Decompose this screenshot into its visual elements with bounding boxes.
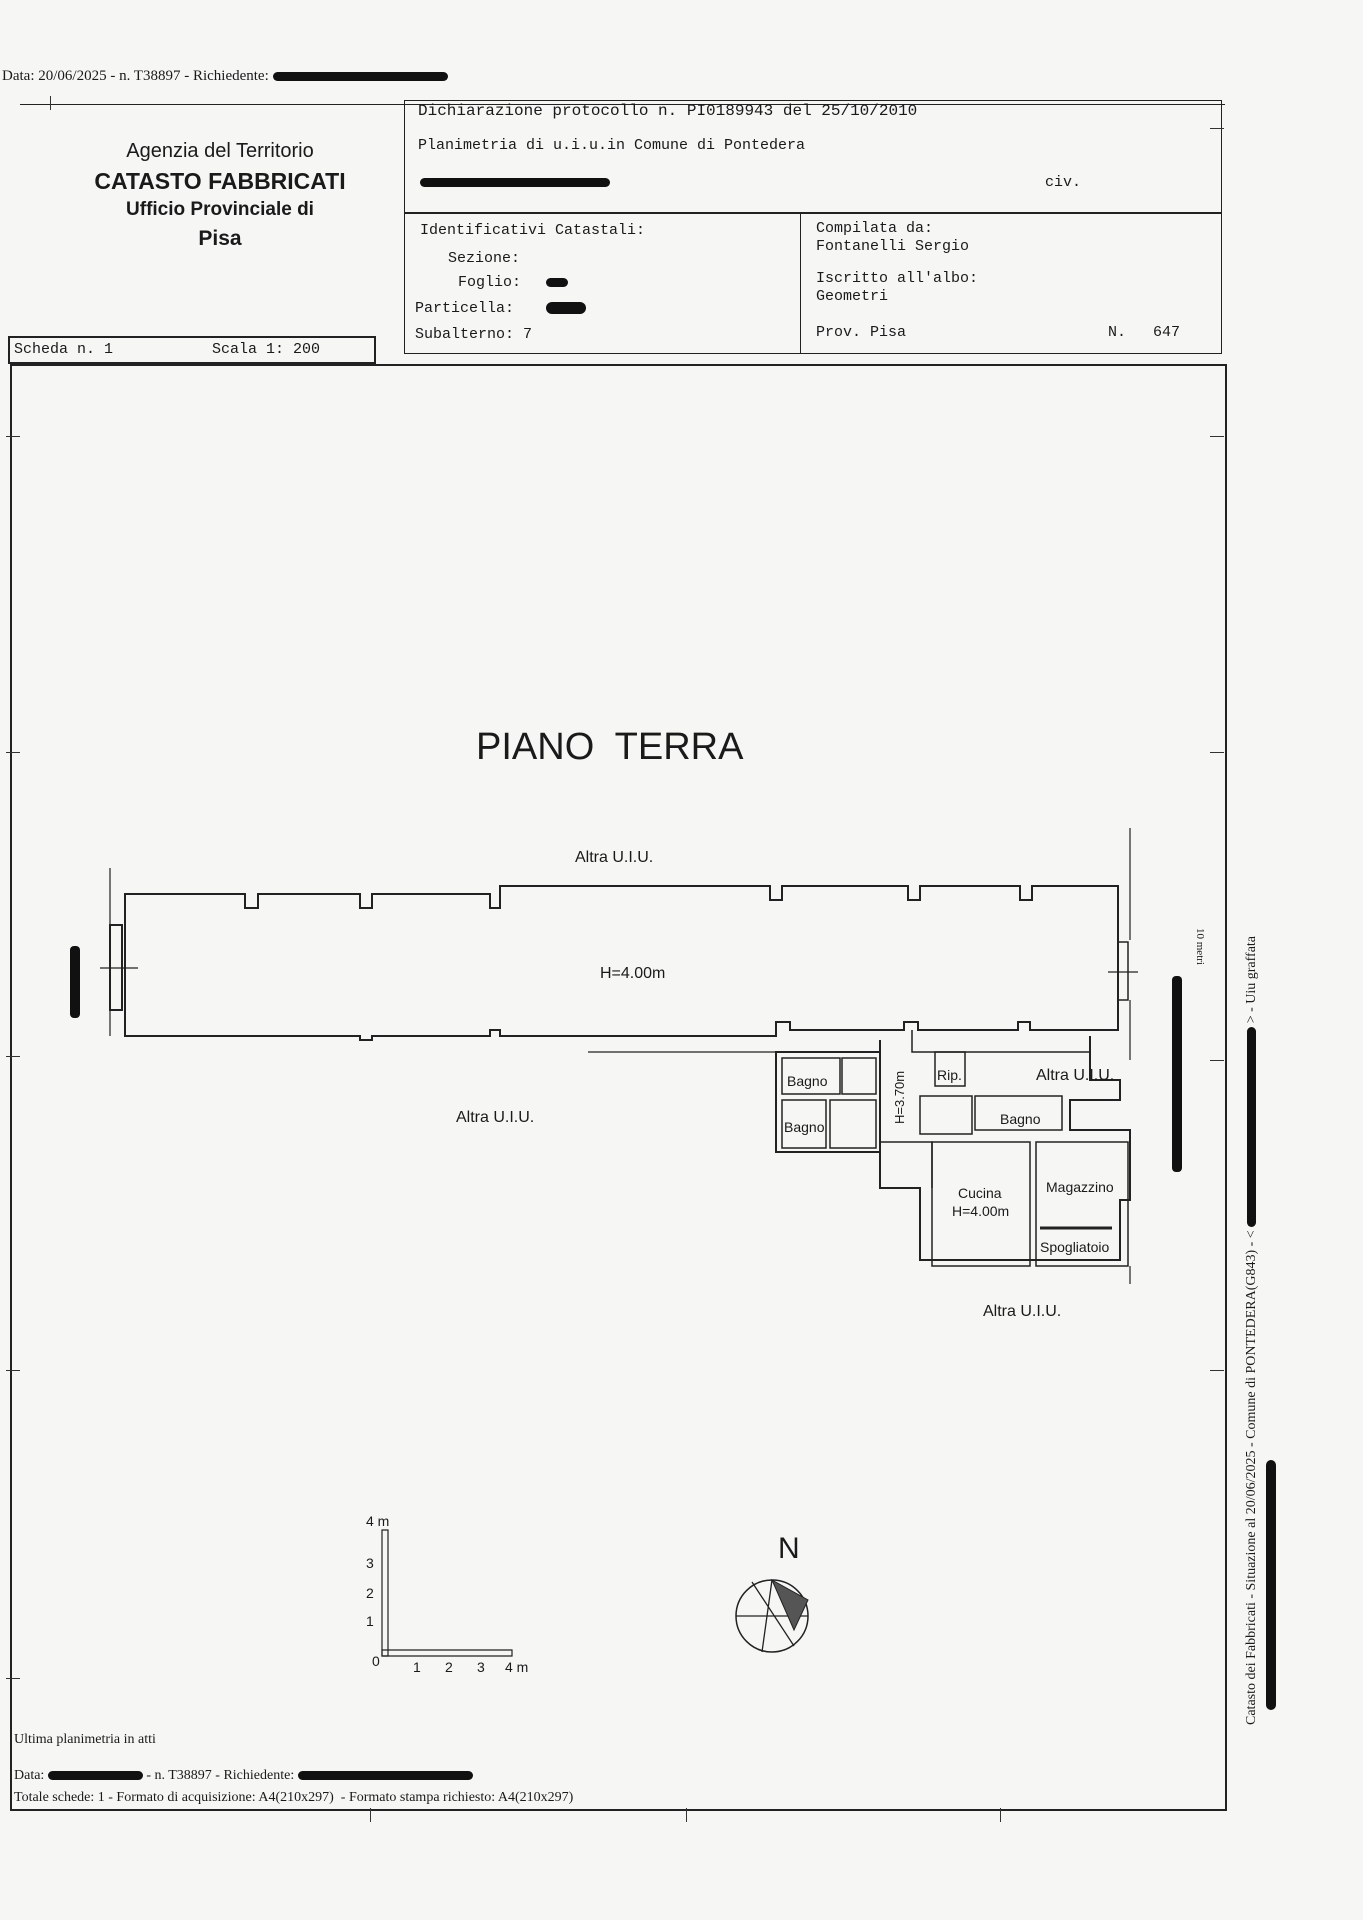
tick-top-right [1210,128,1224,129]
magazzino-label: Magazzino [1046,1179,1114,1195]
footer-ultima: Ultima planimetria in atti [14,1732,156,1747]
scale-bar-horizontal [382,1650,512,1656]
footer-requester-redaction [298,1771,473,1780]
side-stamp [1244,936,1260,1725]
main-room-height: H=4.00m [600,965,666,982]
side-stamp-small: 10 metri [1194,928,1206,965]
scale-x-tick-4: 4 m [505,1659,529,1675]
corridor-door [880,1142,932,1188]
sezione-label: Sezione: [448,250,521,267]
footer-date-redaction [48,1771,143,1780]
foglio-label: Foglio: [458,274,522,291]
subalterno-label: Subalterno: 7 [415,326,533,343]
agency-name: Agenzia del Territorio [126,140,314,162]
particella-label: Particella: [415,300,515,317]
tick-top-left [50,96,51,110]
footer-data-prefix: Data: [14,1768,45,1783]
scheda-label: Scheda n. 1 [14,341,114,358]
ufficio-line: Ufficio Provinciale di [126,199,314,220]
tick-left-5 [6,1678,20,1679]
scale-origin: 0 [372,1653,380,1669]
tick-left-1 [6,436,20,437]
north-label: N [778,1532,800,1565]
side-stamp-redaction [1247,1027,1256,1227]
side-stamp-suffix: > - Uiu graffata [1244,935,1259,1024]
bathroom-1-side [842,1058,876,1094]
side-stamp-lower-redaction [1266,1460,1276,1710]
albo-value: Geometri [816,288,889,305]
scala-label: Scala 1: 200 [212,341,321,358]
scale-unit-label: 4 m [366,1513,390,1529]
floor-title: PIANO TERRA [476,726,744,768]
right-redaction-mark [1172,976,1182,1172]
scale-y-tick-2: 2 [366,1585,374,1601]
altra-uiu-right: Altra U.I.U. [1036,1067,1115,1084]
footer-data-line [14,1768,473,1784]
tick-bottom-2 [686,1808,687,1822]
footer-data-mid: - n. T38897 - Richiedente: [146,1768,295,1783]
rip-label: Rip. [937,1067,962,1083]
protocol-line: Dichiarazione protocollo n. PI0189943 del 25/10/2010 [418,102,918,120]
tick-bottom-3 [1000,1808,1001,1822]
catasto-title: CATASTO FABBRICATI [94,168,346,194]
compiler-label: Compilata da: [816,220,934,237]
side-stamp-text: Catasto dei Fabbricati - Situazione al 20/06/2025 - Comune di PONTEDERA(G843) - < [1244,1230,1259,1725]
main-room-wall [125,886,1118,1040]
civ-label: civ. [1045,174,1082,191]
scale-y-tick-1: 1 [366,1613,374,1629]
spogliatoio-label: Spogliatoio [1040,1239,1110,1255]
ufficio-city: Pisa [198,227,242,250]
tick-bottom-1 [370,1808,371,1822]
scale-bar-vertical [382,1530,388,1656]
tick-right-3 [1210,1060,1224,1061]
right-window [1118,942,1128,1000]
tick-right-1 [1210,436,1224,437]
footer-totale: Totale schede: 1 - Formato di acquisizione: A4(210x297) - Formato stampa richiesto: A4(210x297) [14,1790,574,1805]
tick-left-3 [6,1056,20,1057]
bathroom-2-side [830,1100,876,1148]
corridor-height: H=3.70m [892,1070,907,1124]
kitchen-label: Cucina [958,1185,1002,1201]
province-label: Prov. Pisa [816,324,907,341]
scale-x-tick-1: 1 [413,1659,421,1675]
tick-left-2 [6,752,20,753]
left-redaction-mark [70,946,80,1018]
compiler-name: Fontanelli Sergio [816,238,970,255]
top-request-text: Data: 20/06/2025 - n. T38897 - Richiedente: [2,68,269,84]
bathroom-block [776,1052,880,1152]
altra-uiu-top: Altra U.I.U. [575,849,654,866]
altra-uiu-left: Altra U.I.U. [456,1109,535,1126]
identifiers-title: Identificativi Catastali: [420,222,646,239]
compass-arrow [772,1580,808,1630]
bathroom-3-label: Bagno [1000,1111,1041,1127]
albo-number: N. 647 [1108,324,1181,341]
iscritto-label: Iscritto all'albo: [816,270,979,287]
corridor-inner [912,1030,1090,1052]
bathroom-2-label: Bagno [784,1119,825,1135]
altra-uiu-bottom: Altra U.I.U. [983,1303,1062,1320]
bath-3-adjacent [920,1096,972,1134]
comune-line: Planimetria di u.i.u.in Comune di Pontedera [418,137,806,154]
bathroom-1-label: Bagno [787,1073,828,1089]
scale-y-tick-3: 3 [366,1555,374,1571]
tick-left-4 [6,1370,20,1371]
tick-right-4 [1210,1370,1224,1371]
scale-x-tick-3: 3 [477,1659,485,1675]
scale-x-tick-2: 2 [445,1659,453,1675]
kitchen-height: H=4.00m [952,1203,1010,1219]
tick-right-2 [1210,752,1224,753]
